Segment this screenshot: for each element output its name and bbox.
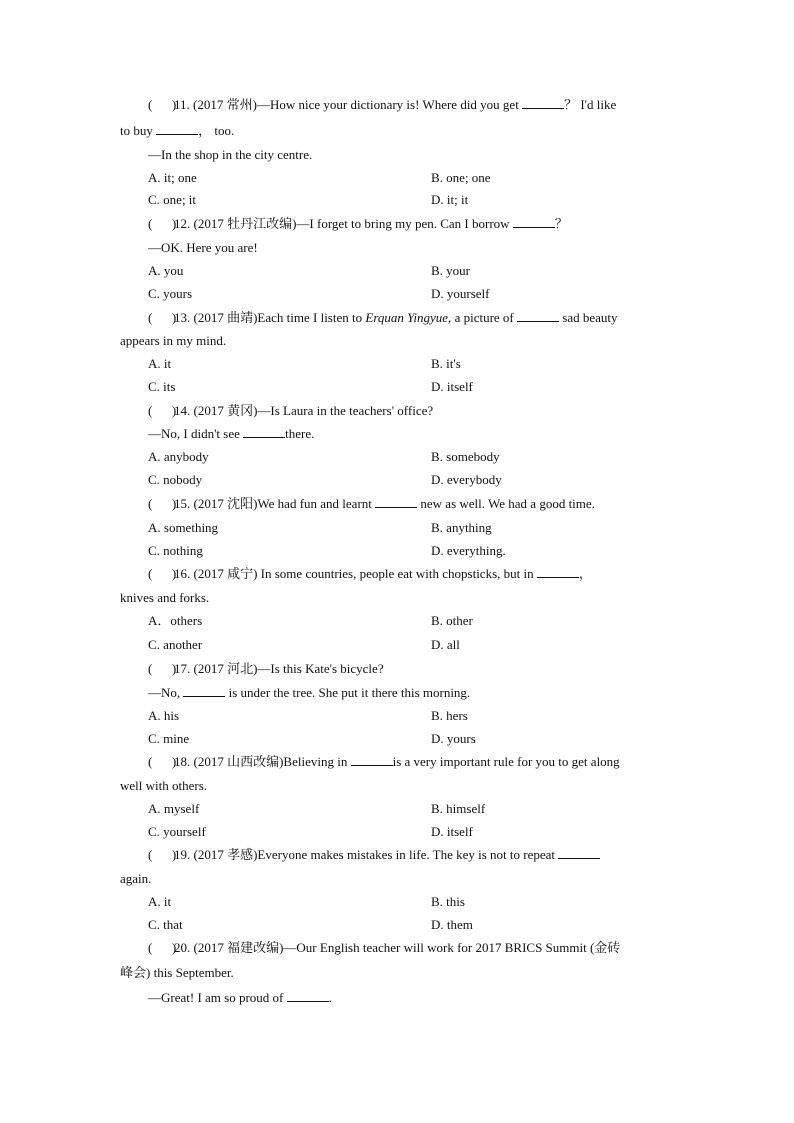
answer-paren[interactable]: ( ) [148,940,177,955]
answer-paren[interactable]: ( ) [148,754,177,769]
answer-paren[interactable]: ( ) [148,403,177,418]
option-b[interactable]: B. it's [431,356,461,371]
question-14-stem: ( )14. (2017 黄冈)—Is Laura in the teachers' office? [148,403,434,418]
answer-paren[interactable]: ( ) [148,310,177,325]
option-a[interactable]: A. you [148,263,184,278]
option-d[interactable]: D. itself [431,379,473,394]
question-14-answer: —No, I didn't see there. [148,426,315,441]
option-d[interactable]: D. everything. [431,543,506,558]
option-b[interactable]: B. hers [431,708,468,723]
option-b[interactable]: B. other [431,613,473,628]
answer-paren[interactable]: ( ) [148,847,177,862]
question-11-stem: ( )11. (2017 常州)—How nice your dictionary is! Where did you get ？ I'd like [148,97,617,112]
option-c[interactable]: C. mine [148,731,190,746]
question-11-answer: —In the shop in the city centre. [148,147,313,162]
option-c[interactable]: C. nobody [148,472,203,487]
blank[interactable] [287,990,329,1002]
question-13-stem: ( )13. (2017 曲靖)Each time I listen to Erquan Yingyue, a picture of sad beauty [148,310,618,325]
answer-paren[interactable]: ( ) [148,216,177,231]
question-20-answer: —Great! I am so proud of . [148,990,332,1005]
blank[interactable] [156,123,198,135]
option-c[interactable]: C. one; it [148,192,197,207]
option-d[interactable]: D. all [431,637,460,652]
option-b[interactable]: B. himself [431,801,486,816]
option-b[interactable]: B. this [431,894,465,909]
option-c[interactable]: C. nothing [148,543,203,558]
question-19-stem: ( )19. (2017 孝感)Everyone makes mistakes in life. The key is not to repeat [148,847,600,863]
blank[interactable] [243,426,285,438]
option-c[interactable]: C. that [148,917,183,932]
option-b[interactable]: B. one; one [431,170,491,185]
option-b[interactable]: B. somebody [431,449,500,464]
answer-paren[interactable]: ( ) [148,661,177,676]
option-c[interactable]: C. yours [148,286,193,301]
blank[interactable] [522,97,564,109]
option-a[interactable]: A. his [148,708,180,723]
option-b[interactable]: B. anything [431,520,492,535]
question-17-answer: —No, is under the tree. She put it there this morning. [148,685,471,700]
question-12-answer: —OK. Here you are! [148,240,258,255]
option-a[interactable]: A. anybody [148,449,209,464]
blank[interactable] [513,216,555,228]
blank[interactable] [183,685,225,697]
question-12-stem: ( )12. (2017 牡丹江改编)—I forget to bring my pen. Can I borrow ？ [148,216,568,231]
option-d[interactable]: D. everybody [431,472,502,487]
option-d[interactable]: D. itself [431,824,473,839]
question-20-stem: ( )20. (2017 福建改编)—Our English teacher will work for 2017 BRICS Summit (金砖 [148,940,621,955]
option-d[interactable]: D. them [431,917,473,932]
option-a[interactable]: A. myself [148,801,200,816]
option-d[interactable]: D. yours [431,731,476,746]
option-c[interactable]: C. its [148,379,176,394]
option-a[interactable]: A．others [148,613,203,628]
option-a[interactable]: A. it; one [148,170,197,185]
question-18-stem: ( )18. (2017 山西改编)Believing in is a very important rule for you to get along [148,754,620,769]
option-a[interactable]: A. it [148,894,172,909]
blank[interactable] [375,496,417,508]
option-b[interactable]: B. your [431,263,470,278]
blank[interactable] [517,310,559,322]
blank[interactable] [558,847,600,859]
question-15-stem: ( )15. (2017 沈阳)We had fun and learnt new as well. We had a good time. [148,496,595,511]
option-d[interactable]: D. it; it [431,192,469,207]
blank[interactable] [537,566,579,578]
option-c[interactable]: C. another [148,637,203,652]
answer-paren[interactable]: ( ) [148,496,177,511]
question-19-continuation: again. [120,871,152,886]
question-17-stem: ( )17. (2017 河北)—Is this Kate's bicycle? [148,661,384,676]
question-16-continuation: knives and forks. [120,590,210,605]
question-20-continuation: 峰会) this September. [120,965,234,980]
answer-paren[interactable]: ( ) [148,566,177,581]
option-d[interactable]: D. yourself [431,286,490,301]
blank[interactable] [351,754,393,766]
option-a[interactable]: A. something [148,520,219,535]
question-18-continuation: well with others. [120,778,208,793]
option-c[interactable]: C. yourself [148,824,206,839]
option-a[interactable]: A. it [148,356,172,371]
question-16-stem: ( )16. (2017 咸宁) In some countries, people eat with chopsticks, but in ， [148,566,592,581]
answer-paren[interactable]: ( ) [148,97,177,112]
question-11-continuation: to buy ， too. [120,123,235,138]
question-13-continuation: appears in my mind. [120,333,227,348]
